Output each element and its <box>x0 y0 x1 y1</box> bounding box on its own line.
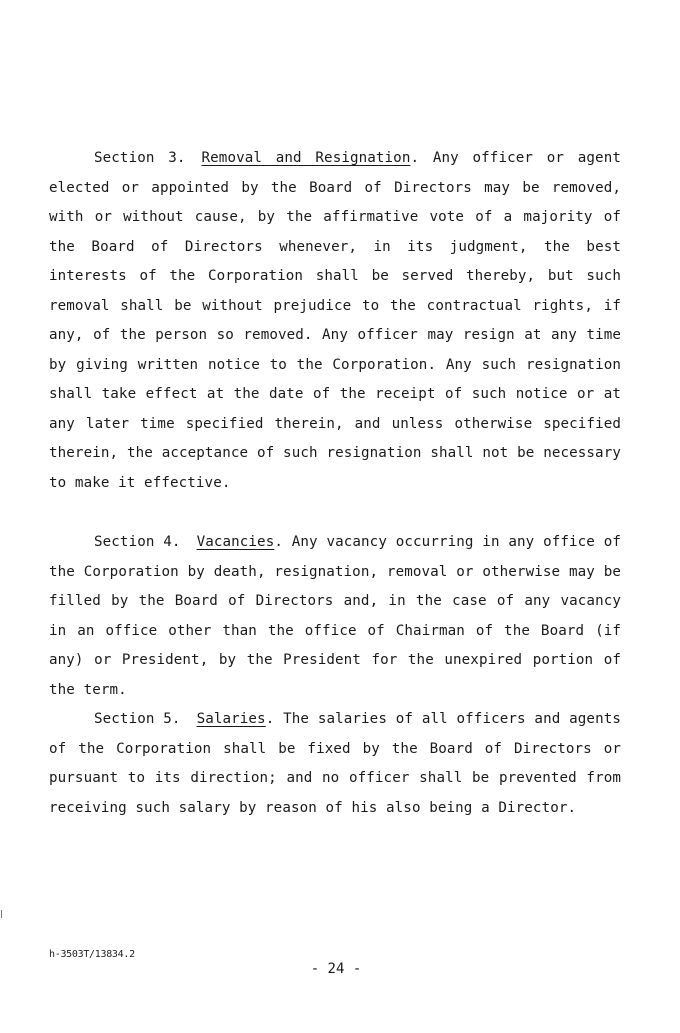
section-5-paragraph <box>49 705 621 823</box>
section-5-number: Section 5. <box>94 711 181 727</box>
section-5-body: . The salaries of all officers and agents of the Corporation shall be fixed by the Board of Directors or pursuant to its direction; and no officer shall be prevented from receiving such salary by reason of his also being a Director. <box>49 711 621 816</box>
section-4-number: Section 4. <box>94 534 181 550</box>
page-number: - 24 - <box>310 961 362 977</box>
section-3-body: . Any officer or agent elected or appointed by the Board of Directors may be removed, with or without cause, by the affirmative vote of a majority of the Board of Directors whenever, in its judgment, the best interests of the Corporation shall be served thereby, but such removal shall be without prejudice to the contractual rights, if any, of the person so removed. Any officer may resign at any time by giving written notice to the Corporation. Any such resignation shall take effect at the date of the receipt of such notice or at any later time specified therein, and unless otherwise specified therein, the acceptance of such resignation shall not be necessary to make it effective. <box>49 150 621 491</box>
section-4-paragraph <box>49 528 621 705</box>
section-3-paragraph <box>49 144 621 498</box>
section-5-heading: Salaries <box>196 711 266 727</box>
margin-mark <box>1 910 2 918</box>
section-3-heading: Removal and Resignation <box>201 150 411 166</box>
section-4-heading: Vacancies <box>196 534 275 550</box>
section-3-number: Section 3. <box>94 150 186 166</box>
document-id: h-3503T/13834.2 <box>49 949 135 960</box>
section-4-body: . Any vacancy occurring in any office of the Corporation by death, resignation, removal or otherwise may be filled by the Board of Directors and, in the case of any vacancy in an office other than the office of Chairman of the Board (if any) or President, by the President for the unexpired portion of the term. <box>49 534 621 698</box>
